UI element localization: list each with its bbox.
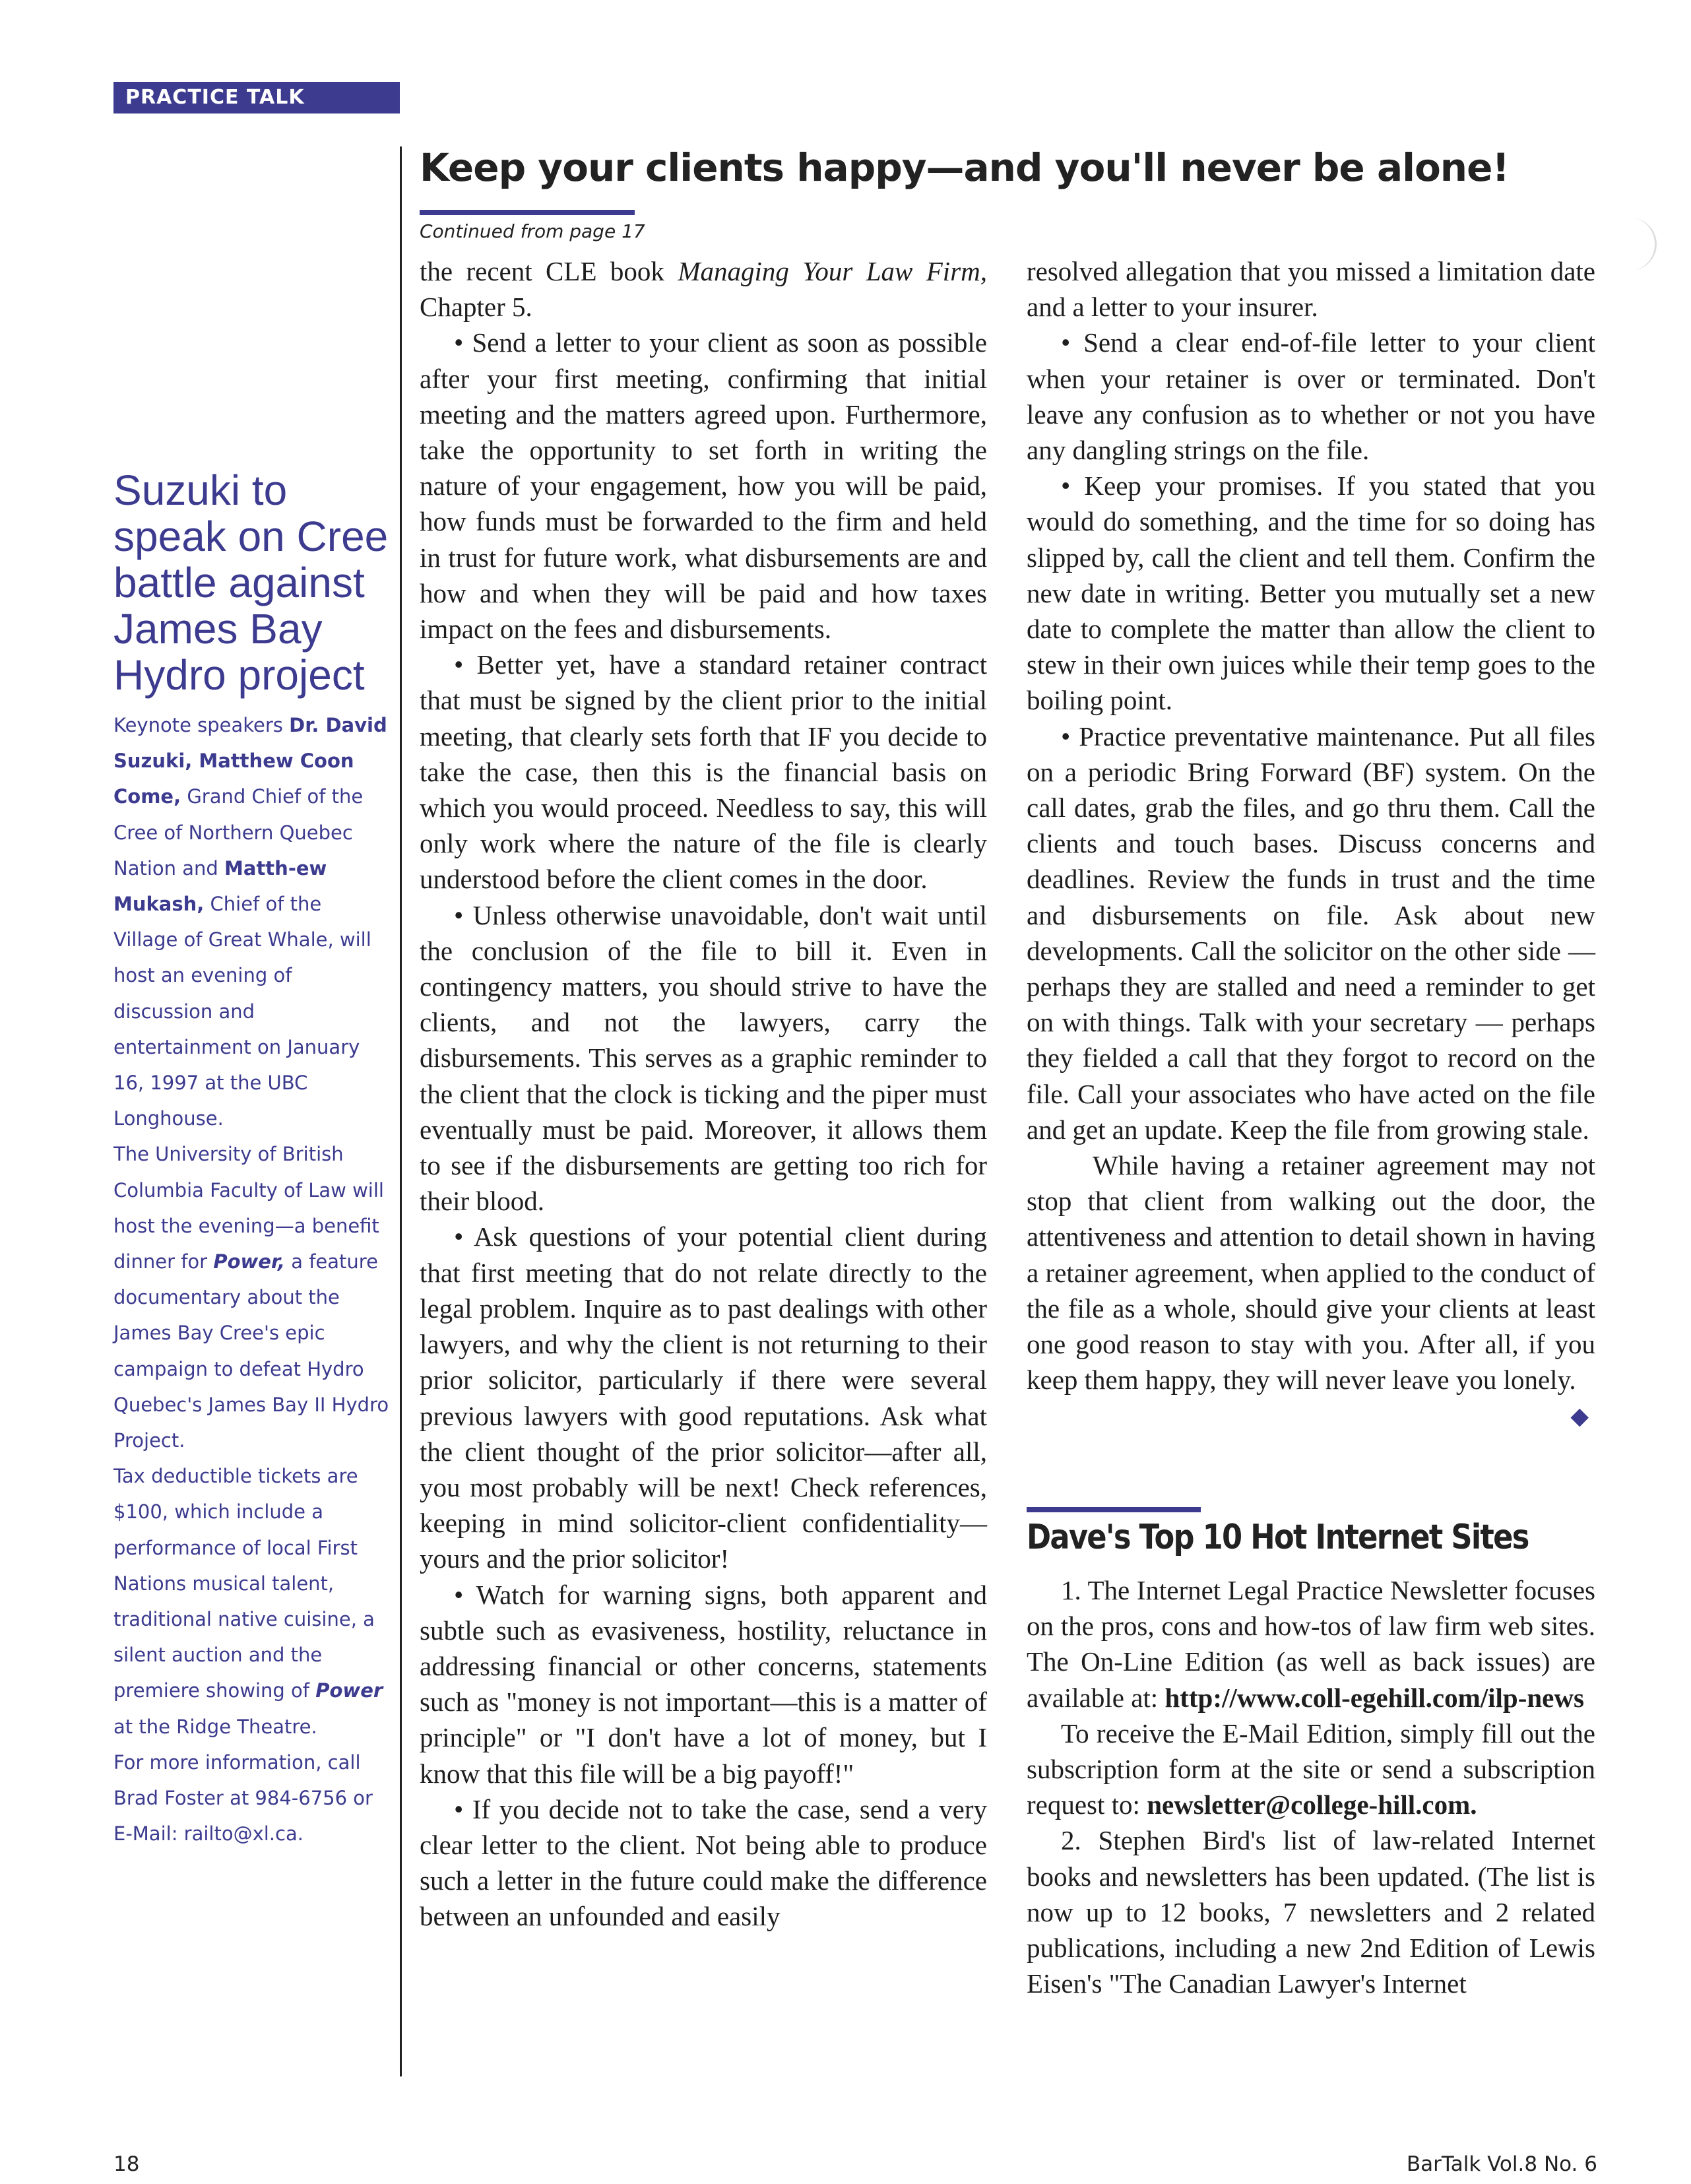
sites-paragraph: To receive the E-Mail Edition, simply fill out the subscription form at the site or send a subscription request to: newsletter@college-hill.com. xyxy=(1027,1718,1595,1820)
sidebar-body xyxy=(113,707,391,1852)
article-paragraph: the recent CLE book Managing Your Law Firm, Chapter 5. xyxy=(420,256,988,323)
article-column-1 xyxy=(420,253,987,1935)
column-divider xyxy=(400,146,402,2076)
book-title: Managing Your Law Firm, xyxy=(678,256,988,286)
article-paragraph: • Better yet, have a standard retainer contract that must be signed by the client prior to the initial meeting, that clearly sets forth that IF you decide to take the case, then this is the financial basis on which you would proceed. Needless to say, this will only work where the nature of the file is clearly understood before the client comes in the door. xyxy=(420,649,987,895)
section-tag: PRACTICE TALK xyxy=(113,82,400,113)
article-paragraph: • Unless otherwise unavoidable, don't wait until the conclusion of the file to bill it. Even in contingency matters, you should strive to have the clients, and not the lawyers, carry the disbursements. This serves as a graphic reminder to the client that the clock is ticking and the piper must eventually must be paid. Moreover, it allows them to see if the disbursements are getting too rich for their blood. xyxy=(420,899,987,1217)
continued-note: Continued from page 17 xyxy=(420,220,645,242)
newsletter-url[interactable]: http://www.coll-egehill.com/ilp-news xyxy=(1165,1682,1584,1713)
article-headline: Keep your clients happy—and you'll never be alone! xyxy=(420,145,1509,190)
article-paragraph: • Keep your promises. If you stated that you would do something, and the time for so doing has slipped by, call the client and tell them. Confirm the new date in writing. Better you mutually set a new date to complete the matter than allow the client to stew in their own juices while their temp goes to the boiling point. xyxy=(1027,470,1595,716)
article-paragraph: • Send a letter to your client as soon as possible after your first meeting, confirming that initial meeting and the matters agreed upon. Furthermore, take the opportunity to set forth in writing the nature of your engagement, how you will be paid, how funds must be forwarded to the firm and held in trust for future work, what disbursements are and how and when they will be paid and how taxes impact on the fees and disbursements. xyxy=(420,327,987,645)
newsletter-email[interactable]: newsletter@college-hill.com. xyxy=(1147,1789,1477,1820)
sidebar-paragraph: Tax deductible tickets are $100, which include a performance of local First Nations musical talent, traditional native cuisine, a silent auction and the premiere showing of Power at the Ridge Theatre. xyxy=(113,1465,383,1738)
article-paragraph: • Practice preventative maintenance. Put all files on a periodic Bring Forward (BF) system. On the call dates, grab the files, and go thru them. Call the clients and touch bases. Discuss concerns and deadlines. Review the funds in trust and the time and disbursements on file. Ask about new developments. Call the solicitor on the other side — perhaps they are stalled and need a reminder to get on with things. Talk with your secretary — perhaps they fielded a call that they forgot to record on the file. Call your associates who have acted on the file and get an update. Keep the file from growing stale. xyxy=(1027,721,1595,1145)
sites-rule xyxy=(1027,1507,1201,1512)
sidebar xyxy=(113,467,391,1852)
article-paragraph: resolved allegation that you missed a limitation date and a letter to your insurer. xyxy=(1027,256,1595,323)
page-number: 18 xyxy=(113,2152,140,2176)
sidebar-paragraph: The University of British Columbia Faculty of Law will host the evening—a benefit dinner for Power, a feature documentary about the James Bay Cree's epic campaign to defeat Hydro Quebec's James Bay II Hydro Project. xyxy=(113,1143,389,1452)
article-column-2 xyxy=(1027,253,1595,1434)
article-paragraph: While having a retainer agreement may not stop that client from walking out the door, the attentiveness and attention to detail shown in having a retainer agreement, when applied to the conduct of the file as a whole, should give your clients at least one good reason to stay with you. After all, if you keep them happy, they will never leave you lonely. ◆ xyxy=(1027,1147,1595,1397)
sites-column xyxy=(1027,1572,1595,2001)
sites-paragraph: 2. Stephen Bird's list of law-related Internet books and newsletters has been updated. (The list is now up to 12 books, 7 newsletters and 2 related publications, including a new 2nd Edition of Lewis Eisen's "The Canadian Lawyer's Internet xyxy=(1027,1825,1595,1999)
issue-label: BarTalk Vol.8 No. 6 xyxy=(1406,2152,1597,2176)
article-paragraph: • If you decide not to take the case, send a very clear letter to the client. Not being able to produce such a letter in the future could make the difference between an unfounded and easily xyxy=(420,1793,987,1932)
article-paragraph: • Ask questions of your potential client during that first meeting that do not relate directly to the legal problem. Inquire as to past dealings with other lawyers, and why the client is not returning to their prior solicitor, particularly if there were several previous lawyers with good reputations. Ask what the client thought of the prior solicitor—after all, you most probably will be next! Check references, keeping in mind solicitor-client confidentiality—yours and the prior solicitor! xyxy=(420,1221,987,1574)
sidebar-paragraph: For more information, call Brad Foster at 984-6756 or E-Mail: railto@xl.ca. xyxy=(113,1750,373,1846)
end-of-article-icon: ◆ xyxy=(1570,1402,1589,1429)
headline-rule xyxy=(420,210,635,215)
sites-paragraph: 1. The Internet Legal Practice Newsletter focuses on the pros, cons and how-tos of law firm web sites. The On-Line Edition (as well as back issues) are available at: http://www.coll-egehill.com/ilp-news xyxy=(1027,1575,1595,1713)
article-paragraph: • Send a clear end-of-file letter to your client when your retainer is over or terminated. Don't leave any confusion as to whether or not you have any dangling strings on the file. xyxy=(1027,327,1595,466)
sidebar-paragraph: Keynote speakers Dr. David Suzuki, Matthew Coon Come, Grand Chief of the Cree of Northern Quebec Nation and Matth-ew Mukash, Chief of the Village of Great Whale, will host an evening of discussion and entertainment on January 16, 1997 at the UBC Longhouse. xyxy=(113,714,387,1130)
sidebar-title: Suzuki to speak on Cree battle against James Bay Hydro project xyxy=(113,466,389,699)
sites-heading: Dave's Top 10 Hot Internet Sites xyxy=(1027,1518,1529,1557)
page-edge-mark xyxy=(1628,218,1657,271)
article-paragraph: • Watch for warning signs, both apparent and subtle such as evasiveness, hostility, reluctance in addressing financial or other concerns, statements such as "money is not important—this is a matter of principle" or "I don't have a lot of money, but I know that this file will be a big payoff!" xyxy=(420,1579,987,1789)
